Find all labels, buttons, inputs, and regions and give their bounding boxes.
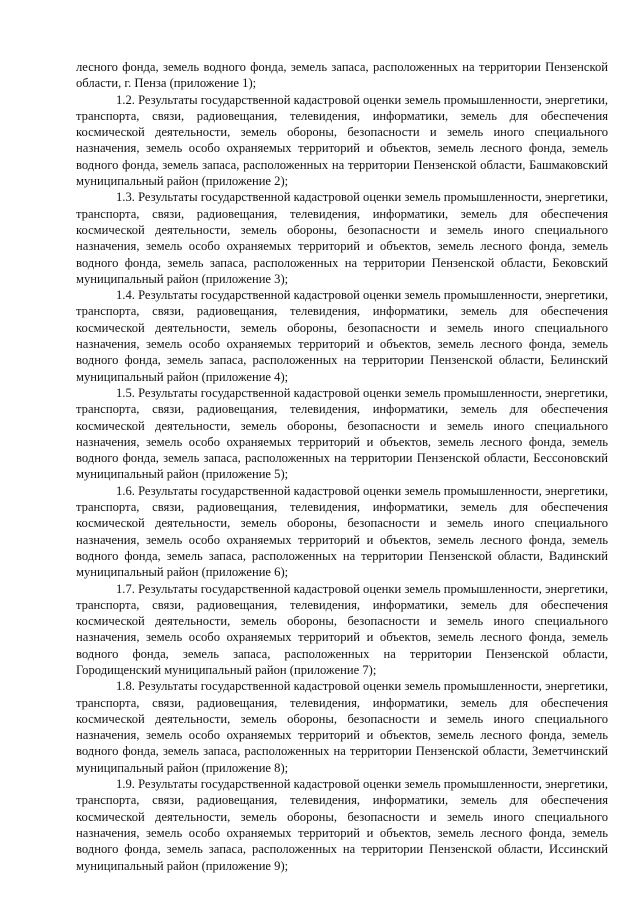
paragraph-1-6: 1.6. Результаты государственной кадастровой оценки земель промышленности, энергетики, транспорта, связи, радиовещания, телевидения, информатики, земель для обеспечения космической деятельности, земель обороны, безопасности и земель иного специального назначения, земель особо охраняемых территорий и объектов, земель лесного фонда, земель водного фонда, земель запаса, расположенных на территории Пензенской области, Вадинский муниципальный район (приложение 6); [76,483,608,580]
paragraph-1-4: 1.4. Результаты государственной кадастровой оценки земель промышленности, энергетики, транспорта, связи, радиовещания, телевидения, информатики, земель для обеспечения космической деятельности, земель обороны, безопасности и земель иного специального назначения, земель особо охраняемых территорий и объектов, земель лесного фонда, земель водного фонда, земель запаса, расположенных на территории Пензенской области, Белинский муниципальный район (приложение 4); [76,288,608,384]
paragraph-1-3: 1.3. Результаты государственной кадастровой оценки земель промышленности, энергетики, транспорта, связи, радиовещания, телевидения, информатики, земель для обеспечения космической деятельности, земель обороны, безопасности и земель иного специального назначения, земель особо охраняемых территорий и объектов, земель лесного фонда, земель водного фонда, земель запаса, расположенных на территории Пензенской области, Бековский муниципальный район (приложение 3); [76,190,608,286]
paragraph-1-7: 1.7. Результаты государственной кадастровой оценки земель промышленности, энергетики, транспорта, связи, радиовещания, телевидения, информатики, земель для обеспечения космической деятельности, земель обороны, безопасности и земель иного специального назначения, земель особо охраняемых территорий и объектов, земель лесного фонда, земель водного фонда, земель запаса, расположенных на территории Пензенской области, Городищенский муниципальный район (приложение 7); [76,581,608,677]
paragraph-continuation: лесного фонда, земель водного фонда, земель запаса, расположенных на территории Пензенской области, г. Пенза (приложение 1); [76,60,608,91]
paragraph-1-8: 1.8. Результаты государственной кадастровой оценки земель промышленности, энергетики, транспорта, связи, радиовещания, телевидения, информатики, земель для обеспечения космической деятельности, земель обороны, безопасности и земель иного специального назначения, земель особо охраняемых территорий и объектов, земель лесного фонда, земель водного фонда, земель запаса, расположенных на территории Пензенской области, Земетчинский муниципальный район (приложение 8); [76,679,608,775]
paragraph-1-9: 1.9. Результаты государственной кадастровой оценки земель промышленности, энергетики, транспорта, связи, радиовещания, телевидения, информатики, земель для обеспечения космической деятельности, земель обороны, безопасности и земель иного специального назначения, земель особо охраняемых территорий и объектов, земель лесного фонда, земель водного фонда, земель запаса, расположенных на территории Пензенской области, Иссинский муниципальный район (приложение 9); [76,777,608,873]
paragraph-1-5: 1.5. Результаты государственной кадастровой оценки земель промышленности, энергетики, транспорта, связи, радиовещания, телевидения, информатики, земель для обеспечения космической деятельности, земель обороны, безопасности и земель иного специального назначения, земель особо охраняемых территорий и объектов, земель лесного фонда, земель водного фонда, земель запаса, расположенных на территории Пензенской области, Бессоновский муниципальный район (приложение 5); [76,385,608,482]
paragraph-1-2: 1.2. Результаты государственной кадастровой оценки земель промышленности, энергетики, транспорта, связи, радиовещания, телевидения, информатики, земель для обеспечения космической деятельности, земель обороны, безопасности и земель иного специального назначения, земель особо охраняемых территорий и объектов, земель лесного фонда, земель водного фонда, земель запаса, расположенных на территории Пензенской области, Башмаковский муниципальный район (приложение 2); [76,92,608,189]
